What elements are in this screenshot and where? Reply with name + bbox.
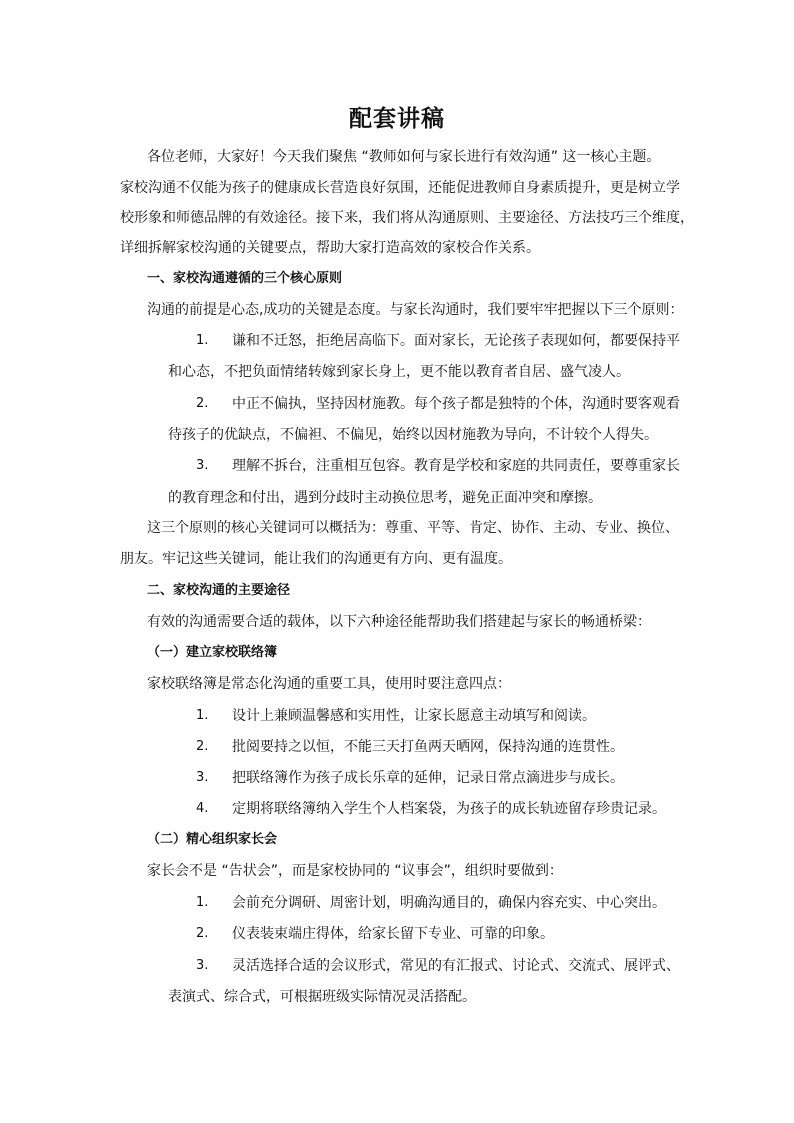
meeting-item-2-number: 2. xyxy=(196,926,209,941)
principle-3-line-2: 的教育理念和付出，遇到分歧时主动换位思考，避免正面冲突和摩擦。 xyxy=(168,490,602,506)
section1-lead: 沟通的前提是心态,成功的关键是态度。与家长沟通时，我们要牢牢把握以下三个原则： xyxy=(147,302,684,318)
meeting-item-3-line-1: 灵活选择合适的会议形式，常见的有汇报式、讨论式、交流式、展评式、 xyxy=(232,958,680,974)
principle-3-number: 3. xyxy=(196,458,209,473)
logbook-item-3-text: 把联络簿作为孩子成长乐章的延伸，记录日常点滴进步与成长。 xyxy=(232,770,624,786)
section2-lead: 有效的沟通需要合适的载体，以下六种途径能帮助我们搭建起与家长的畅通桥梁： xyxy=(147,614,651,630)
section1-summary-line-2: 朋友。牢记这些关键词，能让我们的沟通更有方向、更有温度。 xyxy=(120,551,512,567)
meeting-item-2-text: 仪表装束端庄得体，给家长留下专业、可靠的印象。 xyxy=(232,926,554,942)
section1-summary-line-1: 这三个原则的核心关键词可以概括为：尊重、平等、肯定、协作、主动、专业、换位、 xyxy=(147,520,679,536)
logbook-item-4-number: 4. xyxy=(196,801,209,816)
meeting-item-1-number: 1. xyxy=(196,895,209,910)
subsection1-heading: （一）建立家校联络簿 xyxy=(147,645,278,660)
section2-heading: 二、家校沟通的主要途径 xyxy=(147,583,291,598)
principle-3-line-1: 理解不拆台，注重相互包容。教育是学校和家庭的共同责任，要尊重家长 xyxy=(232,458,680,474)
section1-heading: 一、家校沟通遵循的三个核心原则 xyxy=(147,271,343,286)
meeting-item-3-number: 3. xyxy=(196,958,209,973)
principle-1-line-1: 谦和不迁怒，拒绝居高临下。面对家长，无论孩子表现如何，都要保持平 xyxy=(232,333,680,349)
principle-1-line-2: 和心态，不把负面情绪转嫁到家长身上，更不能以教育者自居、盛气凌人。 xyxy=(168,364,630,380)
logbook-item-1-number: 1. xyxy=(196,708,209,723)
intro-line-4: 详细拆解家校沟通的关键要点，帮助大家打造高效的家校合作关系。 xyxy=(120,240,540,256)
logbook-item-3-number: 3. xyxy=(196,770,209,785)
intro-line-1: 各位老师，大家好！今天我们聚焦 “教师如何与家长进行有效沟通” 这一核心主题。 xyxy=(147,149,661,165)
logbook-item-2-number: 2. xyxy=(196,739,209,754)
subsection1-lead: 家校联络簿是常态化沟通的重要工具，使用时要注意四点： xyxy=(147,676,511,692)
principle-2-line-1: 中正不偏执，坚持因材施教。每个孩子都是独特的个体，沟通时要客观看 xyxy=(232,396,680,412)
meeting-item-1-text: 会前充分调研、周密计划，明确沟通目的，确保内容充实、中心突出。 xyxy=(232,895,666,911)
subsection2-lead: 家长会不是 “告状会”，而是家校协同的 “议事会”，组织时要做到： xyxy=(147,863,563,879)
principle-2-line-2: 待孩子的优缺点，不偏袒、不偏见，始终以因材施教为导向，不计较个人得失。 xyxy=(168,427,658,443)
subsection2-heading: （二）精心组织家长会 xyxy=(147,832,278,847)
principle-1-number: 1. xyxy=(196,333,209,348)
principle-2-number: 2. xyxy=(196,396,209,411)
logbook-item-4-text: 定期将联络簿纳入学生个人档案袋，为孩子的成长轨迹留存珍贵记录。 xyxy=(232,801,666,817)
intro-line-2: 家校沟通不仅能为孩子的健康成长营造良好氛围，还能促进教师自身素质提升，更是树立学 xyxy=(120,180,680,196)
page-title: 配套讲稿 xyxy=(349,105,445,132)
intro-line-3: 校形象和师德品牌的有效途径。接下来，我们将从沟通原则、主要途径、方法技巧三个维度， xyxy=(120,210,694,226)
logbook-item-2-text: 批阅要持之以恒，不能三天打鱼两天晒网，保持沟通的连贯性。 xyxy=(232,739,624,755)
logbook-item-1-text: 设计上兼顾温馨感和实用性，让家长愿意主动填写和阅读。 xyxy=(232,708,596,724)
meeting-item-3-line-2: 表演式、综合式，可根据班级实际情况灵活搭配。 xyxy=(168,989,476,1005)
